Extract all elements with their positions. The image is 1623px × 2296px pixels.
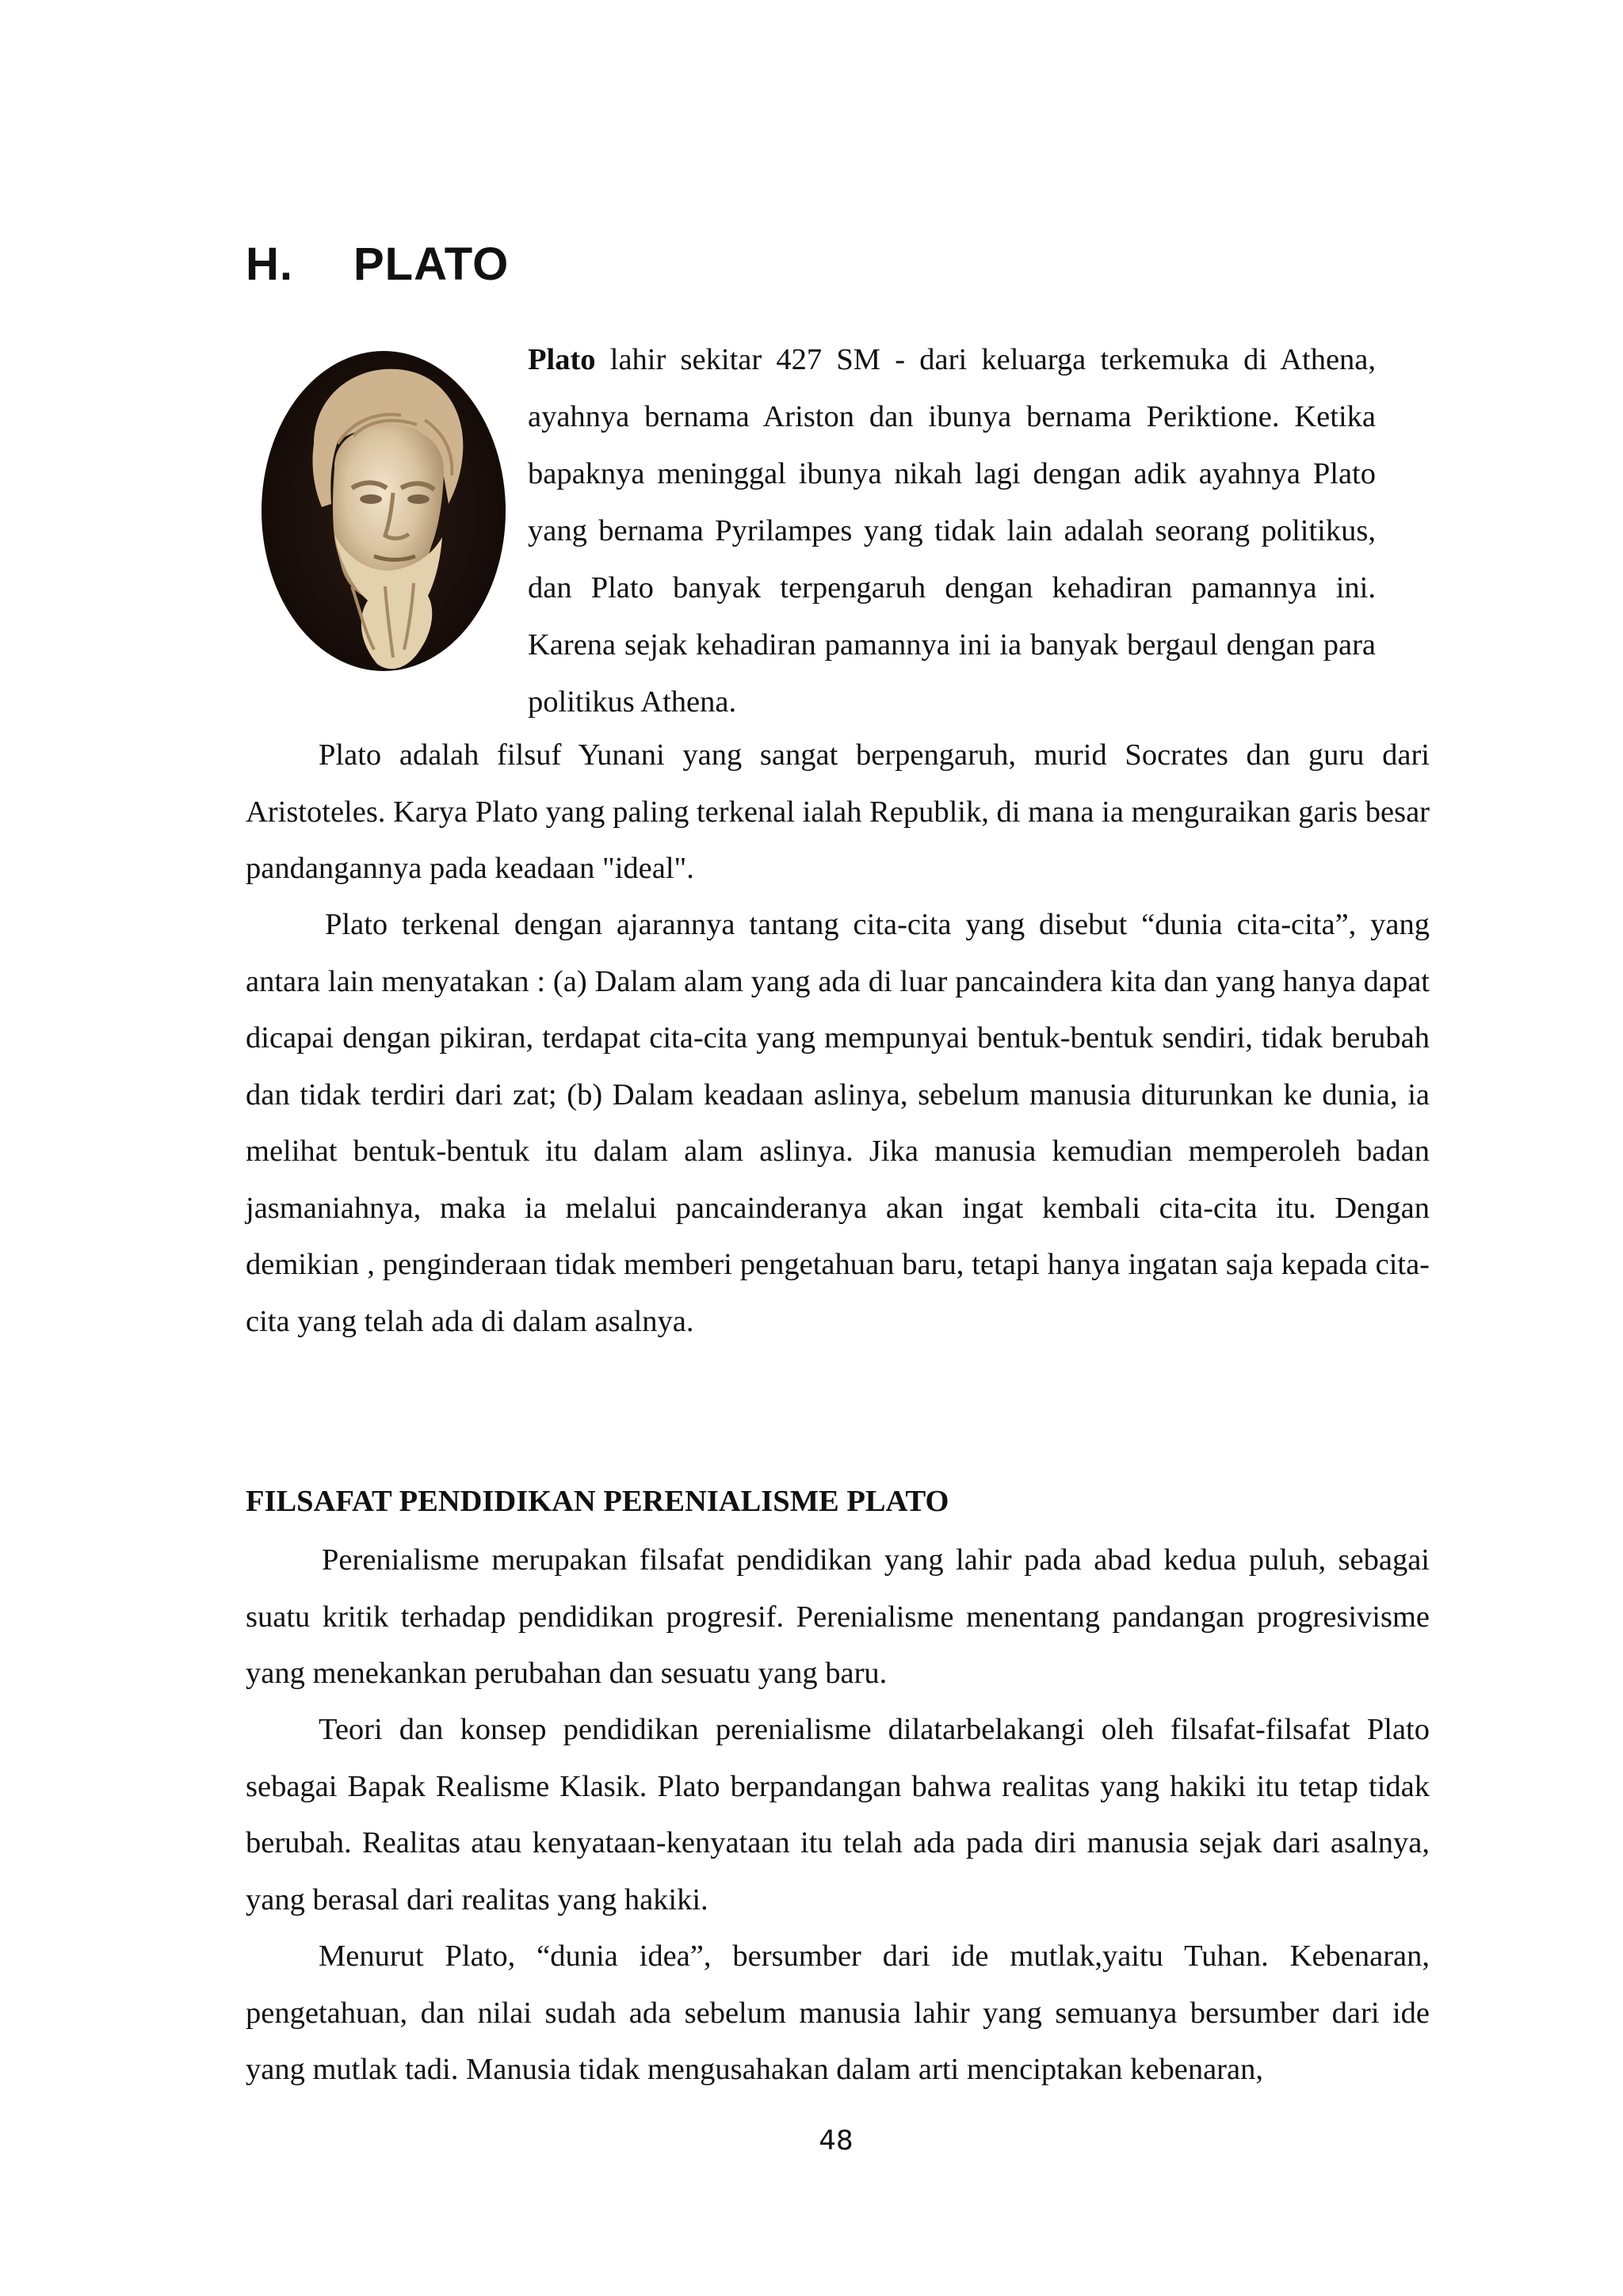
section-heading [246,238,510,290]
intro-paragraph [528,331,1376,730]
section-number: H. [246,238,293,290]
paragraph-perenialisme-definition: Perenialisme merupakan filsafat pendidikan yang lahir pada abad kedua puluh, sebagai suatu kritik terhadap pendidikan progresif. Perenialisme menentang pandangan progresivisme yang menekankan perubahan dan sesuatu yang baru. [246,1543,1430,1690]
subheading-perenialisme: FILSAFAT PENDIDIKAN PERENIALISME PLATO [246,1485,949,1518]
plato-portrait-image [258,349,509,673]
paragraph-plato-philosopher: Plato adalah filsuf Yunani yang sangat berpengaruh, murid Socrates dan guru dari Aristoteles. Karya Plato yang paling terkenal ialah Republik, di mana ia menguraikan garis besar pandangannya pada keadaan "ideal". [246,738,1430,885]
paragraph-dunia-cita-cita: Plato terkenal dengan ajarannya tantang cita-cita yang disebut “dunia cita-cita”, yang antara lain menyatakan : (a) Dalam alam yang ada di luar pancaindera kita dan yang hanya dapat dicapai dengan pikiran, terdapat cita-cita yang mempunyai bentuk-bentuk sendiri, tidak berubah dan tidak terdiri dari zat; (b) Dalam keadaan aslinya, sebelum manusia diturunkan ke dunia, ia melihat bentuk-bentuk itu dalam alam aslinya. Jika manusia kemudian memperoleh badan jasmaniahnya, maka ia melalui pancainderanya akan ingat kembali cita-cita itu. Dengan demikian , penginderaan tidak memberi pengetahuan baru, tetapi hanya ingatan saja kepada cita-cita yang telah ada di dalam asalnya. [246,908,1430,1338]
paragraph-dunia-idea: Menurut Plato, “dunia idea”, bersumber dari ide mutlak,yaitu Tuhan. Kebenaran, pengetahuan, dan nilai sudah ada sebelum manusia lahir yang semuanya bersumber dari ide yang mutlak tadi. Manusia tidak mengusahakan dalam arti menciptakan kebenaran, [246,1939,1430,2086]
page-number: 48 [819,2125,854,2157]
intro-text: lahir sekitar 427 SM - dari keluarga terkemuka di Athena, ayahnya bernama Ariston dan ibunya bernama Periktione. Ketika bapaknya meninggal ibunya nikah lagi dengan adik ayahnya Plato yang bernama Pyrilampes yang tidak lain adalah seorang politikus, dan Plato banyak terpengaruh dengan kehadiran pamannya ini. Karena sejak kehadiran pamannya ini ia banyak bergaul dengan para politikus Athena. [528,343,1376,719]
section-title: PLATO [353,238,510,290]
paragraph-perenialisme-theory: Teori dan konsep pendidikan perenialisme dilatarbelakangi oleh filsafat-filsafat Plato sebagai Bapak Realisme Klasik. Plato berpandangan bahwa realitas yang hakiki itu tetap tidak berubah. Realitas atau kenyataan-kenyataan itu telah ada pada diri manusia sejak dari asalnya, yang berasal dari realitas yang hakiki. [246,1713,1430,1917]
intro-bold-name: Plato [528,343,596,376]
